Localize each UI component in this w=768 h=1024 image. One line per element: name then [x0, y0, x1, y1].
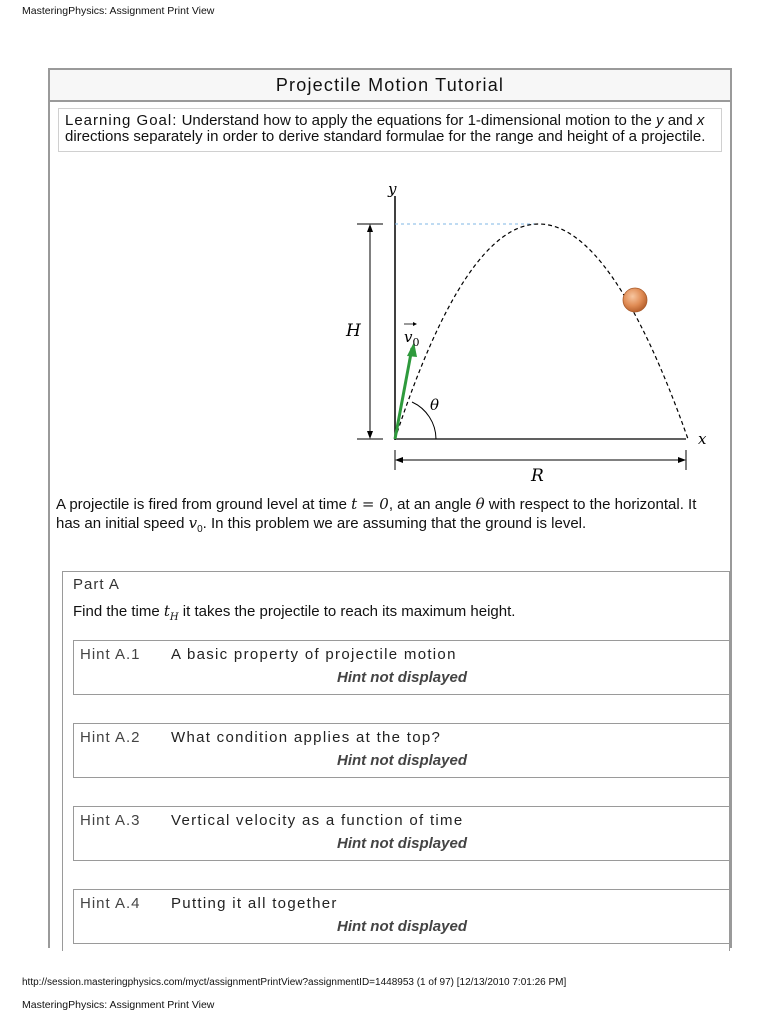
velocity-label-sub: 0	[412, 336, 420, 349]
intro-text-4: . In this problem we are assuming that the ground is level.	[202, 515, 587, 532]
hint-a4-number: Hint A.4	[80, 895, 141, 912]
velocity-arrow	[395, 348, 412, 439]
part-a-label: Part A	[73, 576, 120, 593]
hint-a4-title[interactable]: Putting it all together	[171, 895, 338, 912]
hint-a2-status: Hint not displayed	[336, 752, 467, 769]
intro-v0-sub: 0	[197, 524, 203, 535]
footer-url: http://session.masteringphysics.com/myct/assignmentPrintView?assignmentID=1448953 (1 of 97) [12/13/2010 7:01:26 PM]	[22, 977, 567, 988]
velocity-label-v: v	[404, 328, 413, 346]
learning-goal-label: Learning Goal:	[65, 112, 178, 129]
learning-goal-and: and	[663, 112, 697, 129]
hint-a3-status: Hint not displayed	[336, 835, 467, 852]
intro-v0: v	[188, 514, 198, 532]
y-axis-label: y	[388, 182, 397, 198]
tutorial-frame	[48, 68, 732, 948]
hint-a2[interactable]	[73, 723, 731, 778]
part-a-tH: t	[163, 602, 170, 620]
hint-a3[interactable]	[73, 806, 731, 861]
problem-intro	[56, 495, 724, 539]
projectile-ball	[623, 288, 647, 312]
intro-text-1: A projectile is fired from ground level at time	[56, 496, 352, 513]
velocity-vector-bar-head	[413, 322, 417, 326]
print-header: MasteringPhysics: Assignment Print View	[22, 5, 215, 17]
hint-a4-status: Hint not displayed	[336, 918, 467, 935]
velocity-label	[404, 328, 419, 349]
r-arrow-left	[395, 457, 403, 463]
intro-text-3: with respect to the horizontal. It has an initial speed	[56, 496, 697, 532]
hint-a4[interactable]	[73, 889, 731, 944]
hint-a3-number: Hint A.3	[80, 812, 141, 829]
part-a	[62, 571, 730, 951]
x-axis-label: x	[698, 430, 707, 448]
range-label: R	[531, 466, 544, 482]
hint-a1-status: Hint not displayed	[336, 669, 467, 686]
learning-goal-y: y	[656, 112, 664, 129]
angle-label: θ	[430, 396, 440, 414]
intro-text-2: , at an angle	[388, 496, 476, 513]
learning-goal-box	[58, 108, 722, 152]
learning-goal-text-b: directions separately in order to derive standard formulae for the range and height of a projectile.	[65, 128, 706, 145]
page-title: Projectile Motion Tutorial	[50, 70, 730, 102]
part-a-question-text-2: it takes the projectile to reach its maximum height.	[178, 603, 516, 620]
h-arrow-bottom	[367, 431, 373, 439]
part-a-tH-sub: H	[169, 612, 179, 623]
hint-a2-number: Hint A.2	[80, 729, 141, 746]
h-arrow-top	[367, 224, 373, 232]
learning-goal-x: x	[696, 112, 705, 129]
hint-a2-title[interactable]: What condition applies at the top?	[171, 729, 442, 746]
hint-a1-number: Hint A.1	[80, 646, 141, 663]
hint-a1[interactable]	[73, 640, 731, 695]
part-a-question	[73, 602, 515, 623]
hint-a3-title[interactable]: Vertical velocity as a function of time	[171, 812, 464, 829]
part-a-question-text-1: Find the time	[73, 603, 164, 620]
footer-print-header: MasteringPhysics: Assignment Print View	[22, 999, 215, 1011]
intro-theta: θ	[475, 495, 485, 513]
height-label: H	[346, 321, 361, 341]
r-arrow-right	[678, 457, 686, 463]
intro-t-equals-zero: t = 0	[351, 495, 389, 513]
projectile-diagram	[326, 182, 726, 482]
learning-goal-text-a: Understand how to apply the equations for 1-dimensional motion to the	[177, 112, 652, 129]
hint-a1-title[interactable]: A basic property of projectile motion	[171, 646, 457, 663]
